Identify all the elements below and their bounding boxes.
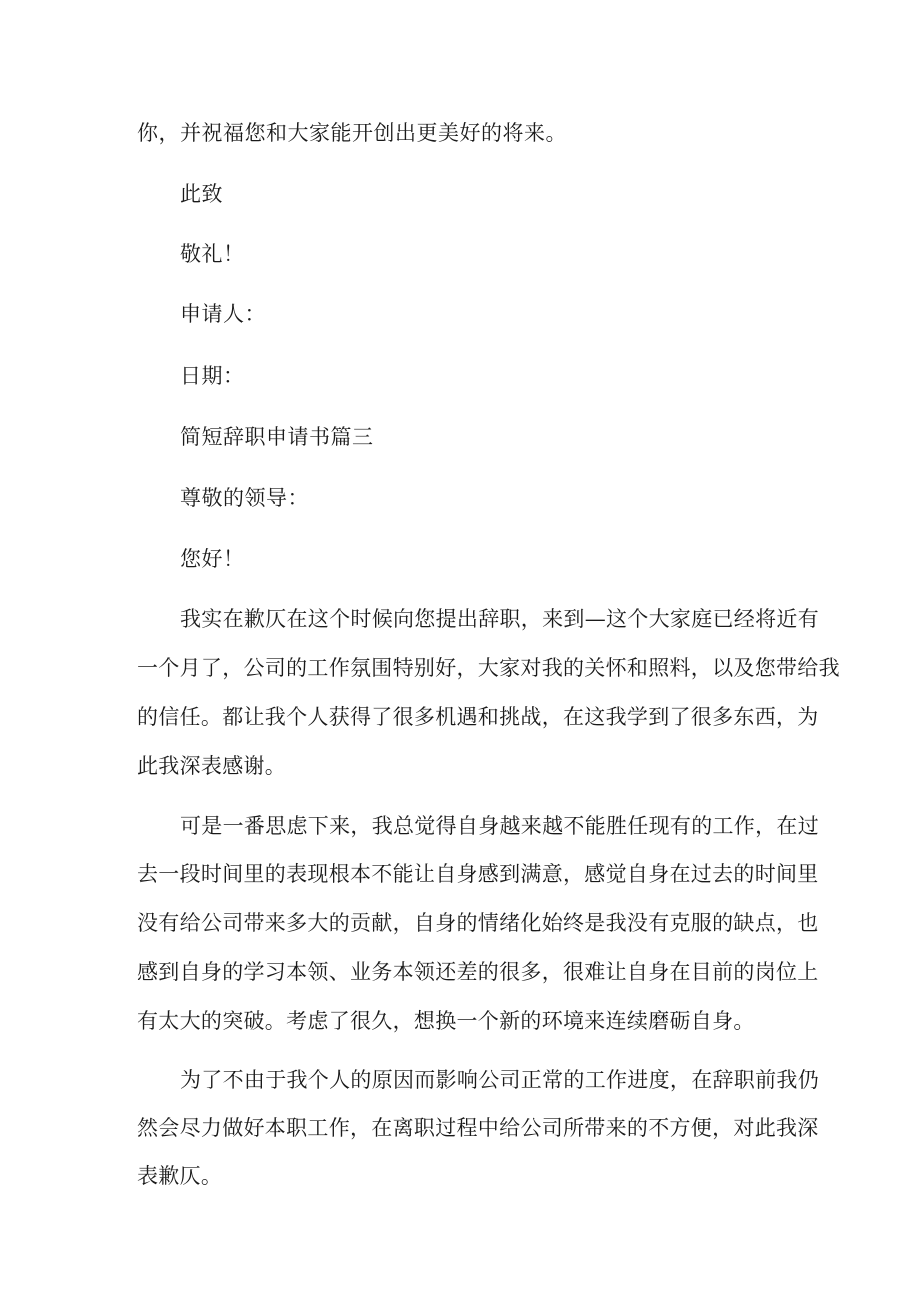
applicant-label: 申请人： [180, 302, 266, 326]
section-title: 简短辞职申请书篇三 [180, 425, 374, 449]
paragraph-3-line: 表歉仄。 [137, 1164, 223, 1188]
paragraph-1-line: 此我深表感谢。 [137, 754, 287, 778]
closing-line-2: 敬礼！ [180, 242, 245, 266]
paragraph-1-line: 我实在歉仄在这个时候向您提出辞职，来到—这个大家庭已经将近有 [180, 607, 819, 631]
paragraph-1-line: 的信任。都让我个人获得了很多机遇和挑战，在这我学到了很多东西，为 [137, 705, 819, 729]
paragraph-3-line: 然会尽力做好本职工作，在离职过程中给公司所带来的不方便，对此我深 [137, 1116, 819, 1140]
paragraph-2-line: 可是一番思虑下来，我总觉得自身越来越不能胜任现有的工作，在过 [180, 814, 819, 838]
salutation: 尊敬的领导： [180, 486, 309, 510]
top-line: 你，并祝福您和大家能开创出更美好的将来。 [137, 121, 567, 145]
paragraph-1-line: 一个月了，公司的工作氛围特别好，大家对我的关怀和照料，以及您带给我 [137, 656, 840, 680]
greeting: 您好！ [180, 547, 245, 571]
paragraph-2-line: 去一段时间里的表现根本不能让自身感到满意，感觉自身在过去的时间里 [137, 862, 819, 886]
paragraph-2-line: 感到自身的学习本领、业务本领还差的很多，很难让自身在目前的岗位上 [137, 960, 819, 984]
closing-line-1: 此致 [180, 182, 223, 206]
paragraph-2-line: 有太大的突破。考虑了很久，想换一个新的环境来连续磨砺自身。 [137, 1009, 755, 1033]
paragraph-3-line: 为了不由于我个人的原因而影响公司正常的工作进度，在辞职前我仍 [180, 1068, 819, 1092]
paragraph-2-line: 没有给公司带来多大的贡献，自身的情绪化始终是我没有克服的缺点，也 [137, 911, 819, 935]
date-label: 日期： [180, 364, 245, 388]
